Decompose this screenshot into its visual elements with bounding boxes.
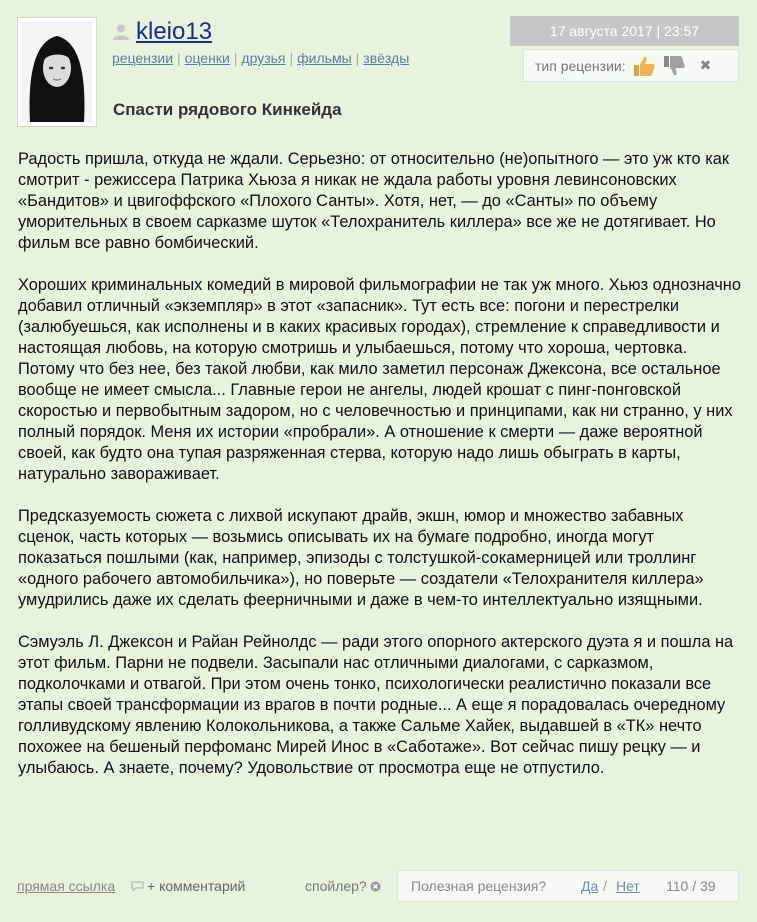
avatar-photo <box>22 22 92 122</box>
profile-link-stars[interactable]: звёзды <box>363 50 410 66</box>
profile-links: рецензии | оценки | друзья | фильмы | звёзды <box>112 50 410 66</box>
review-body <box>18 149 742 800</box>
profile-link-friends[interactable]: друзья <box>241 50 286 66</box>
user-header <box>112 18 212 46</box>
review-footer <box>0 870 757 902</box>
review-type-label: тип рецензии: <box>535 57 626 74</box>
review-paragraph: Предсказуемость сюжета с лихвой искупают драйв, экшн, юмор и множество забавных сценок, часть которых — возьмись описывать их на бумаге подробно, иногда могут показаться пошлыми (как, например, эпизоды с толстушкой-сокамерницей или троллинг «одного рабочего автомобильчика»), но поверьте — создатели «Телохранителя киллера» умудрились даже их сделать феерничными и даже в чем-то интеллектуально изящными. <box>18 507 704 609</box>
vote-score: 110 / 39 <box>666 878 716 894</box>
review-date: 17 августа 2017 | 23:57 <box>510 16 739 46</box>
review-paragraph: Сэмуэль Л. Джексон и Райан Рейнолдс — ради этого опорного актерского дуэта я и пошла на этот фильм. Парни не подвели. Засыпали нас отличными диалогами, с сарказмом, подколочками и отвагой. При этом очень тонко, психологически реалистично показали все этапы своей трансформации из врагов в почти родные... А еще я порадовалась очередному голливудскому явлению Колокольникова, а также Сальме Хайек, выдавшей в «ТК» нечто похожее на бешеный перфоманс Мирей Инос в «Саботаже». Вот сейчас пишу рецку — и улыбаюсь. А знаете, почему? Удовольствие от просмотра еще не отпустило. <box>18 633 734 777</box>
review-paragraph: Радость пришла, откуда не ждали. Серьезно: от относительно (не)опытного — это уж кто как смотрит - режиссера Патрика Хьюза я никак не ждала работы уровня левинсоновских «Бандитов» и цвигоффского «Плохого Санты». Хотя, нет, — до «Санты» по объему уморительных в своем сарказме шуток «Телохранитель киллера» все же не дотягивает. Но фильм все равно бомбический. <box>18 150 730 252</box>
username-link[interactable]: kleio13 <box>136 18 213 45</box>
vote-separator: / <box>603 878 607 894</box>
thumbs-up-icon[interactable] <box>632 55 656 77</box>
user-icon <box>112 23 130 41</box>
profile-link-ratings[interactable]: оценки <box>184 50 230 66</box>
profile-link-films[interactable]: фильмы <box>297 50 352 66</box>
review-title: Спасти рядового Кинкейда <box>113 100 342 119</box>
profile-link-reviews[interactable]: рецензии <box>112 50 174 66</box>
spoiler-close-icon <box>370 881 381 892</box>
spoiler-toggle[interactable] <box>305 878 381 894</box>
close-icon[interactable]: ✖ <box>699 57 712 73</box>
useful-label: Полезная рецензия? <box>411 878 547 894</box>
add-comment-link[interactable] <box>131 878 245 894</box>
comment-bubble-icon <box>131 881 144 891</box>
review-paragraph: Хороших криминальных комедий в мировой фильмографии не так уж много. Хьюз однозначно добавил отличный «экземпляр» в этот «запасник». Тут есть все: погони и перестрелки (залюбуешься, как исполнены и в каких красивых городах), стремление к справедливости и настоящая любовь, на которую смотришь и улыбаешься, потому что хороша, чертовка. Потому что без нее, без такой любви, как мило заметил персонаж Джексона, все остальное вообще не имеет смысла... Главные герои не ангелы, людей крошат с пинг-понговской скоростью и первобытным задором, но с человечностью и принципами, как ни странно, у них полный порядок. Меня их истории «пробрали». А отношение к смерти — даже вероятной своей, как будто она тупая разряженная стерва, которую надо лишь обыграть в карты, натурально завораживает. <box>18 276 741 483</box>
useful-review-box <box>397 870 739 902</box>
vote-no-link[interactable]: Нет <box>616 878 640 894</box>
spoiler-label: спойлер? <box>305 878 367 894</box>
vote-yes-link[interactable]: Да <box>581 878 599 894</box>
review-type-box <box>523 49 739 82</box>
avatar[interactable] <box>17 17 97 127</box>
thumbs-down-icon[interactable] <box>662 55 686 77</box>
add-comment-label: + комментарий <box>147 878 246 894</box>
permalink-link[interactable]: прямая ссылка <box>17 878 116 894</box>
